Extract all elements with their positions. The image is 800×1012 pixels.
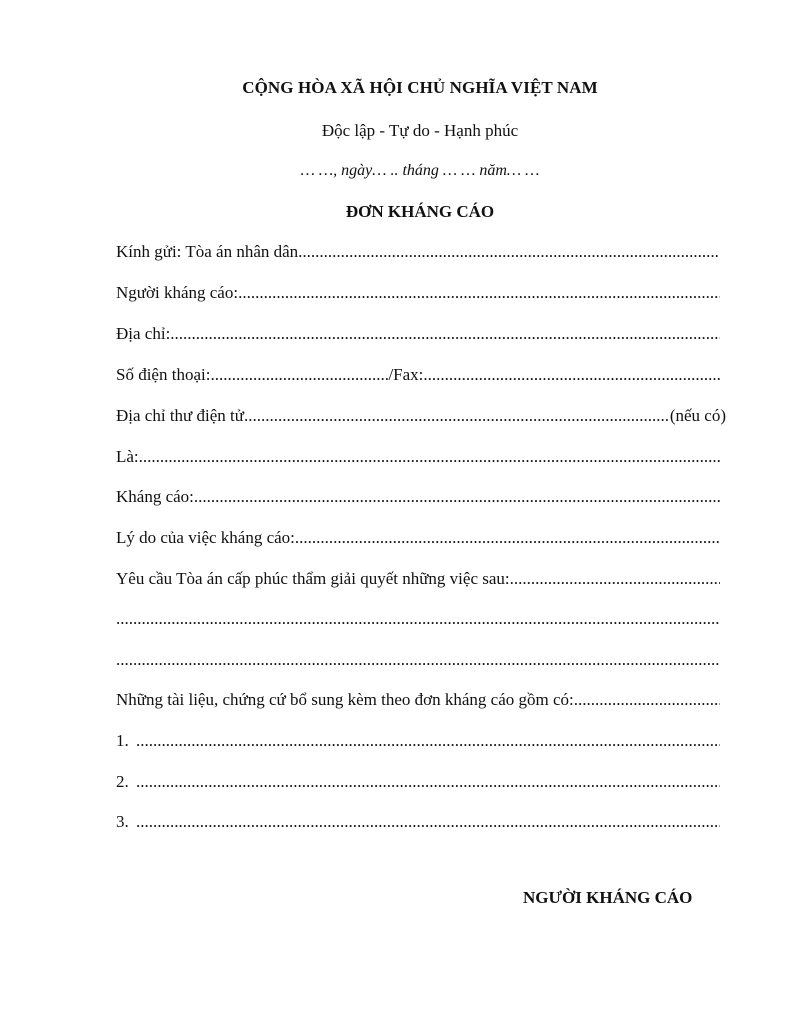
- list-item: [116, 772, 720, 792]
- fax-label: /Fax:: [388, 365, 424, 384]
- reason-line: [116, 528, 720, 548]
- role-line: [116, 447, 720, 467]
- role-blank: [139, 447, 720, 467]
- list-item-number: 1.: [116, 731, 129, 750]
- documents-line: [116, 690, 720, 710]
- fax-blank: [423, 365, 720, 385]
- national-motto: Độc lập - Tự do - Hạnh phúc: [321, 121, 519, 140]
- signature-label: NGƯỜI KHÁNG CÁO: [523, 888, 693, 907]
- phone-blank: [210, 365, 388, 385]
- document-title: ĐƠN KHÁNG CÁO: [345, 202, 495, 221]
- court-line: [116, 242, 720, 262]
- documents-blank: [574, 690, 720, 710]
- court-label: Kính gửi: Tòa án nhân dân: [116, 242, 299, 261]
- list-item-number: 3.: [116, 812, 129, 831]
- appellant-line: [116, 283, 720, 303]
- documents-label: Những tài liệu, chứng cứ bổ sung kèm theo đơn kháng cáo gồm có:: [116, 690, 574, 709]
- phone-fax-line: [116, 365, 720, 385]
- appeal-label: Kháng cáo:: [116, 487, 194, 506]
- email-label: Địa chỉ thư điện tử: [116, 406, 244, 425]
- list-item-blank: [136, 731, 720, 751]
- list-item-blank: [136, 812, 720, 832]
- address-blank: [170, 324, 720, 344]
- email-blank: [244, 406, 670, 426]
- reason-blank: [295, 528, 720, 548]
- court-blank: [298, 242, 720, 262]
- email-line: [116, 406, 726, 426]
- date-line: … …, ngày… .. tháng … … năm… …: [300, 162, 540, 179]
- appellant-blank: [238, 283, 720, 303]
- request-blank-2: [116, 609, 720, 629]
- request-continuation-1: [116, 609, 720, 629]
- request-continuation-2: [116, 650, 720, 670]
- address-label: Địa chỉ:: [116, 324, 171, 343]
- request-line: [116, 569, 720, 589]
- request-label: Yêu cầu Tòa án cấp phúc thẩm giải quyết những việc sau:: [116, 569, 510, 588]
- list-item-blank: [136, 772, 720, 792]
- phone-label: Số điện thoại:: [116, 365, 211, 384]
- appeal-line: [116, 487, 720, 507]
- role-label: Là:: [116, 447, 139, 466]
- list-item: [116, 731, 720, 751]
- appeal-blank: [194, 487, 720, 507]
- email-optional-note: (nếu có): [669, 406, 726, 425]
- reason-label: Lý do của việc kháng cáo:: [116, 528, 295, 547]
- list-item-number: 2.: [116, 772, 129, 791]
- national-title: CỘNG HÒA XÃ HỘI CHỦ NGHĨA VIỆT NAM: [242, 78, 598, 97]
- request-blank-3: [116, 650, 720, 670]
- address-line: [116, 324, 720, 344]
- list-item: [116, 812, 720, 832]
- appellant-label: Người kháng cáo:: [116, 283, 239, 302]
- request-blank: [510, 569, 720, 589]
